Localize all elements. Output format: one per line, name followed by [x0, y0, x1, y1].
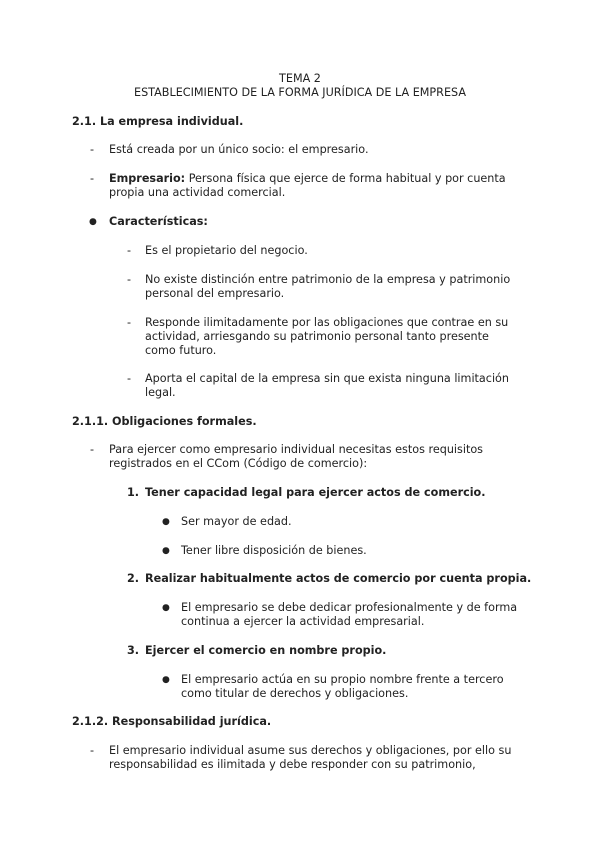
list-item: Ser mayor de edad.	[181, 515, 292, 528]
list-item-line: personal del empresario.	[145, 287, 285, 300]
dash-marker: -	[127, 273, 132, 286]
title-line-1: TEMA 2	[279, 72, 321, 85]
list-item-line: Responde ilimitadamente por las obligaciones que contrae en su	[145, 316, 509, 329]
list-item	[181, 601, 517, 629]
list-item	[145, 273, 510, 301]
list-item-line: responsabilidad es ilimitada y debe responder con su patrimonio,	[109, 758, 476, 771]
requirement-label: Ejercer el comercio en nombre propio.	[145, 644, 387, 657]
list-item: Está creada por un único socio: el empresario.	[109, 143, 369, 156]
bullet-dot-icon: ●	[162, 517, 170, 527]
list-item-line: Aporta el capital de la empresa sin que exista ninguna limitación	[145, 372, 509, 385]
dash-marker: -	[127, 372, 132, 385]
term-label: Empresario:	[109, 172, 186, 185]
dash-marker: -	[127, 244, 132, 257]
list-item: Es el propietario del negocio.	[145, 244, 308, 257]
list-item	[181, 673, 504, 701]
bullet-dot-icon: ●	[162, 546, 170, 556]
requirement-label: Tener capacidad legal para ejercer actos de comercio.	[145, 486, 486, 499]
list-item	[145, 316, 508, 358]
section-heading-2-1-2: 2.1.2. Responsabilidad jurídica.	[72, 715, 272, 728]
list-number: 2.	[127, 572, 140, 585]
dash-marker: -	[90, 143, 95, 156]
list-item-line: como futuro.	[145, 344, 217, 357]
list-item-line: Para ejercer como empresario individual necesitas estos requisitos	[109, 443, 484, 456]
section-heading-2-1-1: 2.1.1. Obligaciones formales.	[72, 415, 257, 428]
list-item-line: continua a ejercer la actividad empresarial.	[181, 615, 425, 628]
list-item-line: El empresario se debe dedicar profesionalmente y de forma	[181, 601, 518, 614]
list-item-line: No existe distinción entre patrimonio de la empresa y patrimonio	[145, 273, 511, 286]
document-title	[0, 72, 600, 100]
list-item	[109, 172, 549, 200]
bullet-dot-icon: ●	[89, 217, 97, 227]
list-item-line: como titular de derechos y obligaciones.	[181, 687, 409, 700]
section-heading-2-1: 2.1. La empresa individual.	[72, 115, 244, 128]
bullet-dot-icon: ●	[162, 603, 170, 613]
list-item	[109, 744, 511, 772]
list-number: 1.	[127, 486, 140, 499]
list-item-line: actividad, arriesgando su patrimonio personal tanto presente	[145, 330, 489, 343]
term-definition: Persona física que ejerce de forma habitual y por cuenta	[185, 172, 506, 185]
characteristics-label: Características:	[109, 215, 208, 228]
dash-marker: -	[90, 744, 95, 757]
list-item: Tener libre disposición de bienes.	[181, 544, 367, 557]
list-item-line: legal.	[145, 386, 176, 399]
dash-marker: -	[90, 443, 95, 456]
list-item	[145, 372, 509, 400]
list-item-line: El empresario individual asume sus derechos y obligaciones, por ello su	[109, 744, 512, 757]
list-number: 3.	[127, 644, 140, 657]
term-definition-cont: propia una actividad comercial.	[109, 186, 286, 199]
list-item-line: registrados en el CCom (Código de comercio):	[109, 457, 368, 470]
dash-marker: -	[127, 316, 132, 329]
list-item	[109, 443, 483, 471]
dash-marker: -	[90, 172, 95, 185]
requirement-label: Realizar habitualmente actos de comercio por cuenta propia.	[145, 572, 532, 585]
list-item-line: El empresario actúa en su propio nombre frente a tercero	[181, 673, 504, 686]
title-line-2: ESTABLECIMIENTO DE LA FORMA JURÍDICA DE LA EMPRESA	[134, 86, 466, 99]
bullet-dot-icon: ●	[162, 675, 170, 685]
